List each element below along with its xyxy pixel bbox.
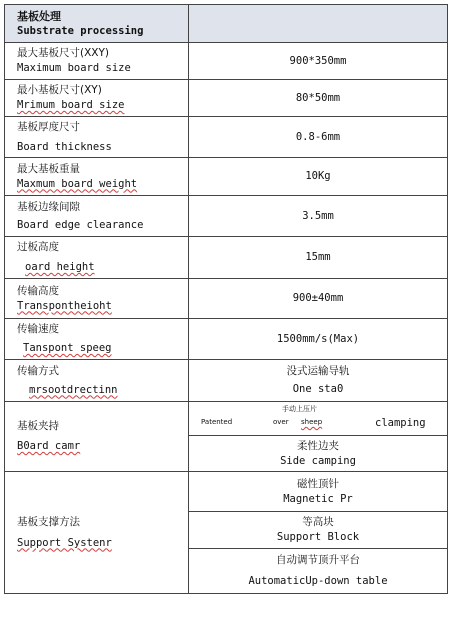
row-support-1 — [5, 472, 448, 512]
label-en: Mrimum board size — [17, 99, 125, 111]
value-cell: 900*350mm — [189, 43, 448, 80]
row-max-board-weight — [5, 158, 448, 196]
value-cell: 80*50mm — [189, 80, 448, 117]
value-cell: 15mm — [189, 237, 448, 279]
value-cell — [189, 512, 448, 549]
option-en-clamping: clamping — [375, 417, 426, 429]
value-cell — [189, 549, 448, 594]
value-cell: 10Kg — [189, 158, 448, 196]
label-cell — [5, 319, 189, 360]
option-en: Side camping — [280, 454, 356, 467]
label-cn: 最大基板尺寸(XXY) — [17, 47, 109, 59]
label-cell — [5, 158, 189, 196]
option-cn: 磁性顶针 — [297, 477, 339, 490]
patented-clamping-option — [189, 402, 447, 435]
option-en-patented: Patented — [201, 418, 233, 426]
label-cn: 基板夹持 — [17, 420, 59, 432]
row-transport-speed — [5, 319, 448, 360]
option-en: AutomaticUp-down table — [248, 575, 388, 587]
row-board-thickness — [5, 117, 448, 158]
value-cell — [189, 436, 448, 472]
label-cell — [5, 472, 189, 594]
option-cn: 柔性边夹 — [297, 439, 339, 452]
value-cell: 900±40mm — [189, 279, 448, 319]
label-en: Board thickness — [17, 140, 112, 153]
row-max-board-size — [5, 43, 448, 80]
label-cell — [5, 43, 189, 80]
label-cn: 基板厚度尺寸 — [17, 120, 80, 133]
label-en: Transpontheioht — [17, 299, 112, 312]
row-transport-height — [5, 279, 448, 319]
value-cell: 3.5mm — [189, 196, 448, 237]
label-cn: 基板支撑方法 — [17, 515, 80, 528]
value-cell: 1500mm/s(Max) — [189, 319, 448, 360]
row-board-height — [5, 237, 448, 279]
row-transport-method — [5, 360, 448, 402]
label-cn: 最小基板尺寸(XY) — [17, 84, 102, 96]
label-en: oard height — [25, 261, 95, 273]
option-cn: 自动调节顶升平台 — [276, 554, 360, 566]
row-min-board-size — [5, 80, 448, 117]
label-cell — [5, 360, 189, 402]
label-en: Tanspont speeg — [23, 342, 112, 354]
label-en: mrsootdrectinn — [29, 383, 118, 396]
value-en: One sta0 — [292, 383, 344, 395]
option-en: Magnetic Pr — [283, 492, 353, 505]
header-row — [5, 5, 448, 43]
label-cn: 基板边缘间隙 — [17, 200, 80, 213]
option-en: Support Block — [276, 531, 360, 543]
value-cell: 0.8-6mm — [189, 117, 448, 158]
label-cn: 传输速度 — [17, 323, 59, 335]
label-cell — [5, 80, 189, 117]
label-en: Maxmum board weight — [17, 177, 138, 190]
header-title-cn: 基板处理 — [17, 9, 61, 23]
label-en: Support Systenr — [17, 536, 112, 549]
option-cn: 手动上压片 — [282, 405, 317, 413]
value-cn: 没式运输导轨 — [286, 365, 350, 377]
header-empty-cell — [189, 5, 448, 43]
label-cn: 传输方式 — [17, 364, 59, 377]
label-en: B0ard camr — [17, 440, 81, 452]
option-cn: 等高块 — [302, 516, 334, 528]
header-title-en: Substrate processing — [17, 24, 144, 37]
label-en: Maximum board size — [17, 62, 131, 74]
label-cell — [5, 402, 189, 472]
label-cn: 传输高度 — [17, 284, 59, 297]
label-cn: 过板高度 — [17, 241, 59, 253]
value-cell — [189, 472, 448, 512]
header-cell — [5, 5, 189, 43]
label-cn: 最大基板重量 — [17, 162, 80, 175]
label-cell — [5, 196, 189, 237]
row-board-clamping-1 — [5, 402, 448, 436]
value-cell — [189, 402, 448, 436]
label-cell — [5, 237, 189, 279]
row-board-edge-clearance — [5, 196, 448, 237]
label-cell — [5, 117, 189, 158]
spec-table — [4, 4, 448, 594]
option-en-over: over — [273, 418, 289, 426]
option-en-sheep: sheep — [301, 418, 323, 426]
label-en: Board edge clearance — [17, 218, 144, 231]
value-cell — [189, 360, 448, 402]
label-cell — [5, 279, 189, 319]
